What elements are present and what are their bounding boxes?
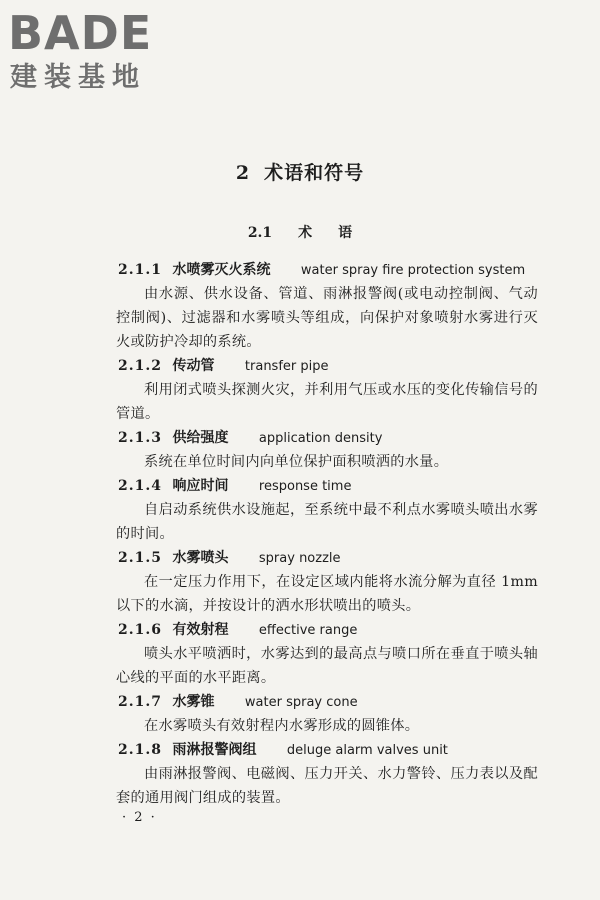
term-number: 2.1.2 bbox=[118, 358, 162, 374]
term-definition: 喷头水平喷洒时，水雾达到的最高点与喷口所在垂直于喷头轴心线的平面的水平距离。 bbox=[116, 646, 538, 686]
term-number: 2.1.4 bbox=[118, 478, 162, 494]
term-number: 2.1.6 bbox=[118, 622, 162, 638]
term-entry bbox=[118, 354, 538, 426]
terms-list bbox=[118, 258, 538, 810]
term-entry bbox=[118, 546, 538, 618]
term-heading bbox=[118, 546, 538, 570]
term-entry bbox=[118, 426, 538, 474]
term-heading bbox=[118, 738, 538, 762]
logo-chinese-text: 建装基地 bbox=[10, 62, 146, 93]
term-chinese: 雨淋报警阀组 bbox=[172, 742, 257, 758]
term-heading bbox=[118, 258, 538, 282]
term-chinese: 水雾锥 bbox=[172, 694, 215, 710]
term-english: deluge alarm valves unit bbox=[286, 743, 448, 758]
term-number: 2.1.1 bbox=[118, 262, 162, 278]
term-chinese: 水雾喷头 bbox=[172, 550, 229, 566]
term-english: water spray cone bbox=[244, 695, 358, 710]
term-heading bbox=[118, 618, 538, 642]
term-definition: 利用闭式喷头探测火灾，并利用气压或水压的变化传输信号的管道。 bbox=[116, 382, 538, 422]
term-entry bbox=[118, 474, 538, 546]
page-number: · 2 · bbox=[122, 810, 157, 825]
logo-wordmark: BADE bbox=[8, 6, 153, 60]
term-definition: 由水源、供水设备、管道、雨淋报警阀(或电动控制阀、气动控制阀)、过滤器和水雾喷头等组成，向保护对象喷射水雾进行灭火或防护冷却的系统。 bbox=[116, 286, 538, 350]
term-heading bbox=[118, 690, 538, 714]
term-english: transfer pipe bbox=[244, 359, 329, 374]
term-number: 2.1.5 bbox=[118, 550, 162, 566]
term-definition: 在一定压力作用下，在设定区域内能将水流分解为直径 1mm 以下的水滴，并按设计的洒水形状喷出的喷头。 bbox=[116, 574, 538, 614]
term-definition: 自启动系统供水设施起，至系统中最不利点水雾喷头喷出水雾的时间。 bbox=[116, 502, 538, 542]
term-number: 2.1.8 bbox=[118, 742, 162, 758]
term-number: 2.1.3 bbox=[118, 430, 162, 446]
term-chinese: 有效射程 bbox=[172, 622, 229, 638]
chapter-title bbox=[0, 158, 600, 185]
chapter-number: 2 bbox=[235, 162, 251, 184]
term-entry bbox=[118, 258, 538, 354]
term-english: response time bbox=[258, 479, 352, 494]
term-chinese: 供给强度 bbox=[172, 430, 229, 446]
term-entry bbox=[118, 738, 538, 810]
section-number: 2.1 bbox=[247, 225, 273, 241]
term-heading bbox=[118, 474, 538, 498]
term-english: application density bbox=[258, 431, 383, 446]
term-chinese: 传动管 bbox=[172, 358, 215, 374]
term-english: effective range bbox=[258, 623, 358, 638]
term-definition: 由雨淋报警阀、电磁阀、压力开关、水力警铃、压力表以及配套的通用阀门组成的装置。 bbox=[116, 766, 538, 806]
chapter-title-text: 术语和符号 bbox=[264, 162, 365, 184]
term-entry bbox=[118, 618, 538, 690]
term-english: spray nozzle bbox=[258, 551, 341, 566]
term-chinese: 响应时间 bbox=[172, 478, 229, 494]
section-title-part-a: 术 bbox=[298, 225, 313, 241]
term-number: 2.1.7 bbox=[118, 694, 162, 710]
term-heading bbox=[118, 426, 538, 450]
term-chinese: 水喷雾灭火系统 bbox=[172, 262, 271, 278]
term-definition: 在水雾喷头有效射程内水雾形成的圆锥体。 bbox=[144, 718, 420, 734]
section-title bbox=[0, 222, 600, 242]
term-heading bbox=[118, 354, 538, 378]
bade-logo bbox=[8, 8, 183, 98]
term-entry bbox=[118, 690, 538, 738]
section-title-part-b: 语 bbox=[338, 225, 353, 241]
term-english: water spray fire protection system bbox=[300, 263, 526, 278]
term-definition: 系统在单位时间内向单位保护面积喷洒的水量。 bbox=[144, 454, 449, 470]
